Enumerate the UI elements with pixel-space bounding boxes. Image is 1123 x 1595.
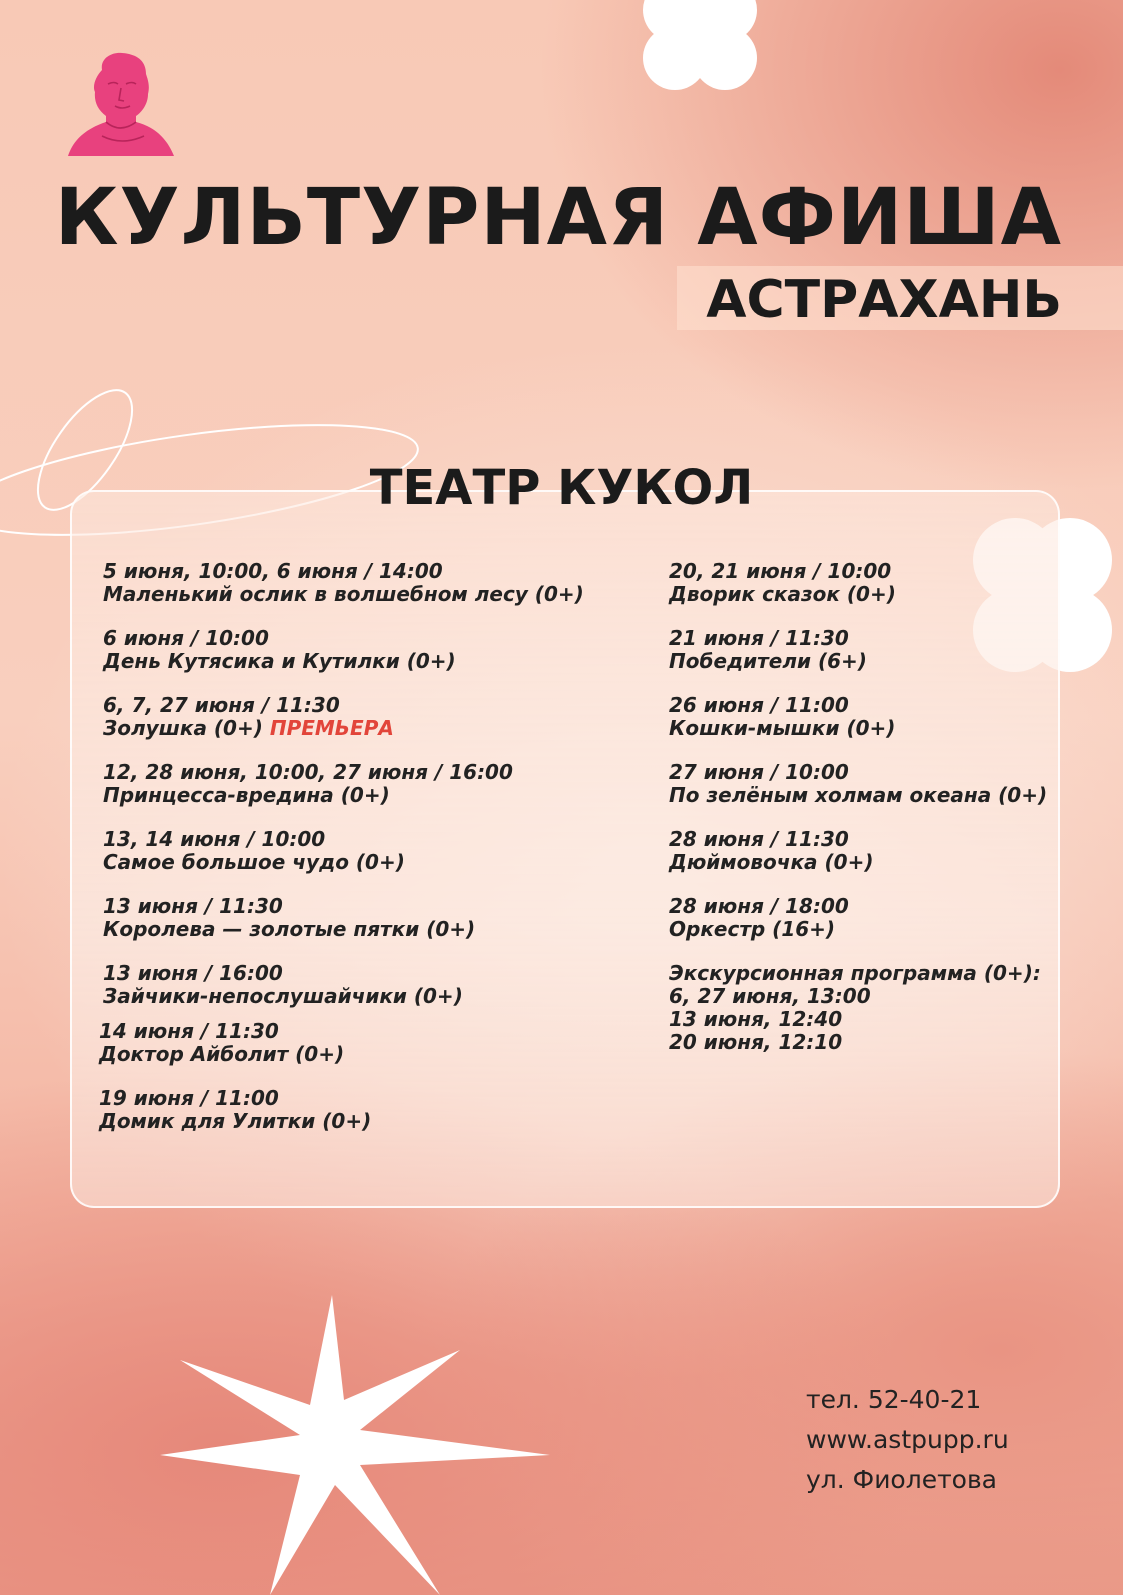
event-title: Победители (6+) [669,649,867,673]
event-item [99,1020,344,1066]
city-subtitle: АСТРАХАНЬ [706,270,1062,330]
event-item [669,895,849,941]
event-date: 6 июня / 10:00 [103,626,269,650]
event-item [103,828,405,874]
event-title: Самое большое чудо (0+) [103,850,405,874]
event-date: 19 июня / 11:00 [99,1086,279,1110]
phone-number: тел. 52-40-21 [806,1385,982,1414]
event-date: 21 июня / 11:30 [669,626,849,650]
event-title: Кошки-мышки (0+) [669,716,896,740]
event-item [669,828,873,874]
event-title-line [103,717,394,740]
bust-logo-icon [62,50,182,158]
event-title: Дюймовочка (0+) [669,850,874,874]
event-date: 28 июня / 11:30 [669,827,849,851]
excursion-item [669,962,1041,1054]
event-date: 13 июня / 16:00 [103,961,283,985]
contacts-block [806,1380,1009,1500]
event-date: 28 июня / 18:00 [669,894,849,918]
event-date: 14 июня / 11:30 [99,1019,279,1043]
event-date: 12, 28 июня, 10:00, 27 июня / 16:00 [103,760,513,784]
event-title: Оркестр (16+) [669,917,836,941]
event-title: Дворик сказок (0+) [669,582,896,606]
excursion-title: Экскурсионная программа (0+): [669,961,1041,985]
theatre-title: ТЕАТР КУКОЛ [369,460,754,516]
poster-title: КУЛЬТУРНАЯ АФИША [54,173,1062,263]
event-date: 13, 14 июня / 10:00 [103,827,326,851]
event-date: 20, 21 июня / 10:00 [669,559,892,583]
event-date: 5 июня, 10:00, 6 июня / 14:00 [103,559,443,583]
event-date: 6, 7, 27 июня / 11:30 [103,693,340,717]
star-shape-bottom [160,1295,560,1595]
event-date: 26 июня / 11:00 [669,693,849,717]
event-item [99,1087,371,1133]
event-item [103,627,456,673]
address-text: ул. Фиолетова [806,1465,998,1494]
website-link[interactable]: www.astpupp.ru [806,1425,1009,1454]
event-item [103,694,394,740]
event-title: Доктор Айболит (0+) [99,1042,345,1066]
event-item [103,761,513,807]
event-title: День Кутясика и Кутилки (0+) [103,649,456,673]
event-title: Королева — золотые пятки (0+) [103,917,476,941]
event-item [103,962,463,1008]
excursion-date: 20 июня, 12:10 [669,1030,843,1054]
excursion-date: 6, 27 июня, 13:00 [669,984,871,1008]
event-title: Принцесса-вредина (0+) [103,783,390,807]
event-item [669,560,896,606]
event-item [103,560,584,606]
event-title: Маленький ослик в волшебном лесу (0+) [103,582,584,606]
event-title: Зайчики-непослушайчики (0+) [103,984,463,1008]
flower-shape-top [630,0,770,100]
event-item [669,627,867,673]
event-title: По зелёным холмам океана (0+) [669,783,1048,807]
excursion-date: 13 июня, 12:40 [669,1007,843,1031]
event-item [669,761,1047,807]
event-item [669,694,895,740]
event-item [103,895,475,941]
event-date: 13 июня / 11:30 [103,894,283,918]
premiere-badge: ПРЕМЬЕРА [269,716,394,740]
event-title: Домик для Улитки (0+) [99,1109,372,1133]
event-date: 27 июня / 10:00 [669,760,849,784]
event-title: Золушка (0+) [103,716,263,740]
